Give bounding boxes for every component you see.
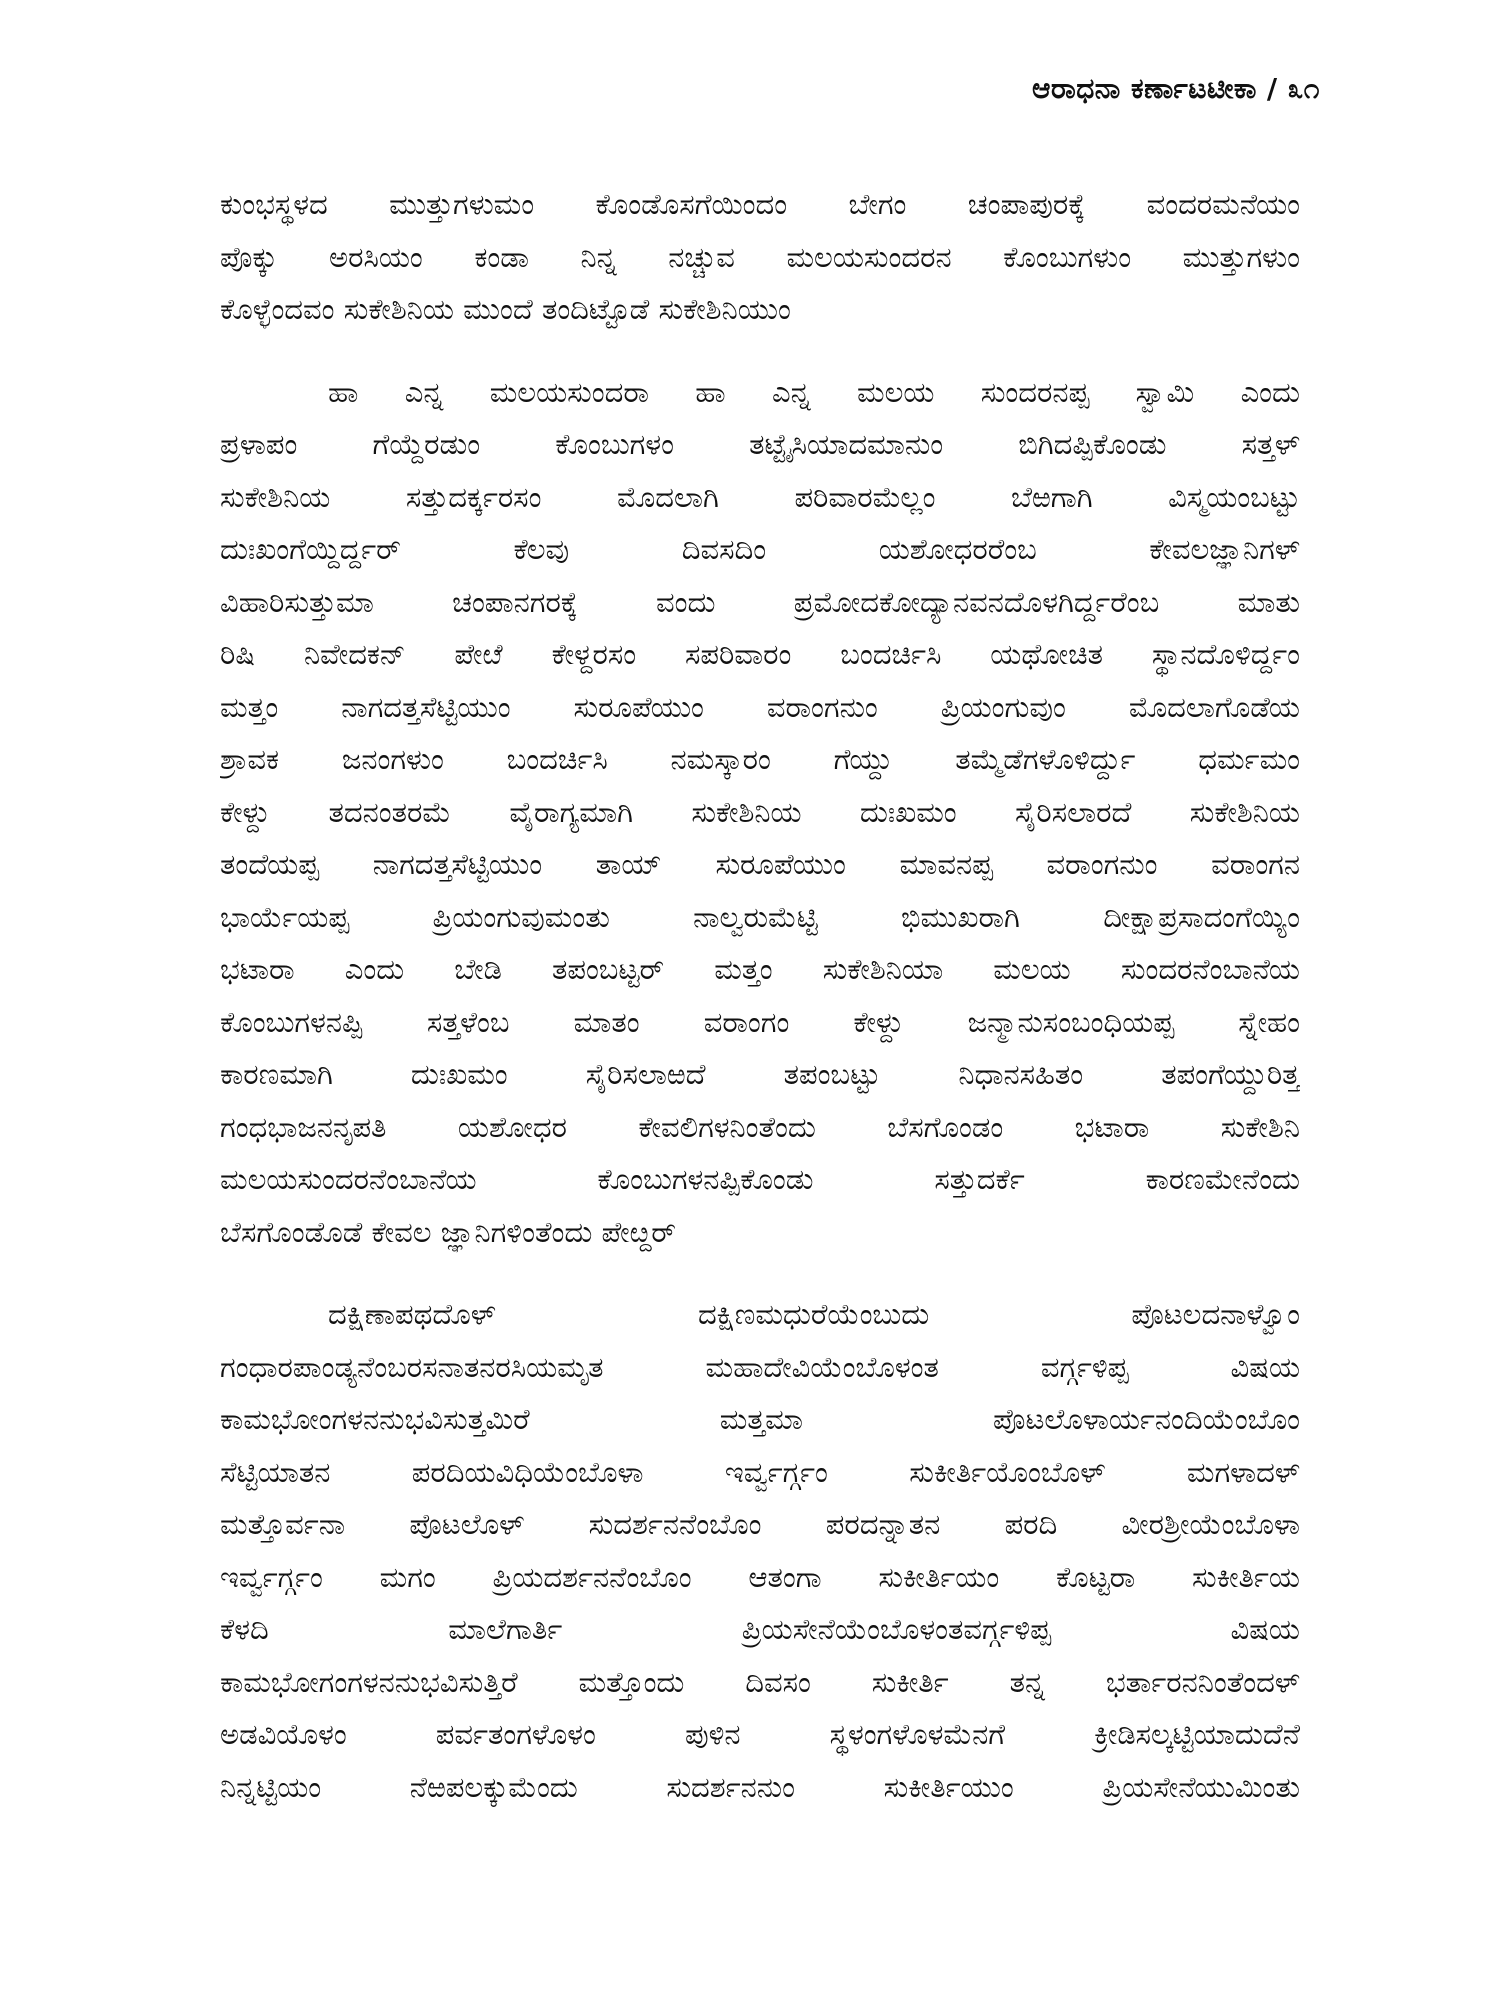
running-header (1032, 72, 1320, 106)
paragraph-3 (220, 1288, 1300, 1813)
text-line: ಹಾ ಎನ್ನ ಮಲಯಸುಂದರಾ ಹಾ ಎನ್ನ ಮಲಯ ಸುಂದರನಪ್ಪ ಸ್ವಾಮಿ ಎಂದು (328, 374, 1300, 409)
text-line: ಕಾಮಭೋಂಗಳನನುಭವಿಸುತ್ತಮಿರೆ ಮತ್ತಮಾ ಪೊಟಲೊಳಾರ್ಯನಂದಿಯೆಂಬೊಂ (220, 1402, 1300, 1436)
text-line: ದಕ್ಷಿಣಾಪಥದೊಳ್ ದಕ್ಷಿಣಮಧುರೆಯೆಂಬುದು ಪೊಟಲದನಾಳ್ವೊಂ (328, 1297, 1300, 1331)
text-line: ಮತ್ತಂ ನಾಗದತ್ತಸೆಟ್ಟಿಯುಂ ಸುರೂಪೆಯುಂ ವರಾಂಗನುಂ ಪ್ರಿಯಂಗುವುಂ ಮೊದಲಾಗೊಡೆಯ (220, 689, 1300, 724)
text-line: ಭಾರ್ಯೆಯಪ್ಪ ಪ್ರಿಯಂಗುವುಮಂತು ನಾಲ್ವರುಮೆಟ್ಟಿ ಭಿಮುಖರಾಗಿ ದೀಕ್ಷಾಪ್ರಸಾದಂಗೆಯ್ಯಿಂ (220, 899, 1300, 934)
page-number: ೩೧ (1287, 72, 1320, 105)
text-line: ಕುಂಭಸ್ಥಳದ ಮುತ್ತುಗಳುಮಂ ಕೊಂಡೊಸಗೆಯಿಂದಂ ಬೇಗಂ ಚಂಪಾಪುರಕ್ಕೆ ವಂದರಮನೆಯಂ (220, 187, 1300, 221)
text-line: ಸೆಟ್ಟಿಯಾತನ ಪರದಿಯವಿಧಿಯೆಂಬೊಳಾ ಇರ್ವ್ವರ್ಗ್ಗಂ ಸುಕೀರ್ತಿಯೊಂಬೊಳ್ ಮಗಳಾದಳ್ (220, 1454, 1300, 1489)
text-line: ಶ್ರಾವಕ ಜನಂಗಳುಂ ಬಂದರ್ಚಿಸಿ ನಮಸ್ಕಾರಂ ಗೆಯ್ದು ತಮ್ಮೆಡೆಗಳೊಳಿರ್ದ್ದು ಧರ್ಮಮಂ (220, 742, 1300, 776)
text-line: ಗಂಧಭಾಜನನೃಪತಿ ಯಶೋಧರ ಕೇವಲಿಗಳನಿಂತೆಂದು ಬೆಸಗೊಂಡಂ ಭಟಾರಾ ಸುಕೇಶಿನಿ (220, 1109, 1300, 1144)
text-line: ಕೊಂಬುಗಳನಪ್ಪಿ ಸತ್ತಳೆಂಬ ಮಾತಂ ವರಾಂಗಂ ಕೇಳ್ದು ಜನ್ಮಾನುಸಂಬಂಧಿಯಪ್ಪ ಸ್ನೇಹಂ (220, 1004, 1300, 1039)
text-line: ಸುಕೇಶಿನಿಯ ಸತ್ತುದರ್ಕ್ಕರಸಂ ಮೊದಲಾಗಿ ಪರಿವಾರಮೆಲ್ಲಂ ಬೆಱಗಾಗಿ ವಿಸ್ಮಯಂಬಟ್ಟು (220, 479, 1300, 514)
body-text (220, 178, 1300, 1813)
text-line: ಕೊಳ್ಳೆಂದವಂ ಸುಕೇಶಿನಿಯ ಮುಂದೆ ತಂದಿಟ್ಟೊಡೆ ಸುಕೇಶಿನಿಯುಂ (220, 292, 791, 326)
text-line: ದುಃಖಂಗೆಯ್ದಿರ್ದ್ದರ್ ಕೆಲವು ದಿವಸದಿಂ ಯಶೋಧರರೆಂಬ ಕೇವಲಜ್ಞಾನಿಗಳ್ (220, 532, 1300, 566)
text-line: ಇರ್ವ್ವರ್ಗ್ಗಂ ಮಗಂ ಪ್ರಿಯದರ್ಶನನೆಂಬೊಂ ಆತಂಗಾ ಸುಕೀರ್ತಿಯಂ ಕೊಟ್ಟರಾ ಸುಕೀರ್ತಿಯ (220, 1559, 1300, 1594)
paragraph-1 (220, 178, 1300, 336)
text-line: ಬೆಸಗೊಂಡೊಡೆ ಕೇವಲ ಜ್ಞಾನಿಗಳಿಂತೆಂದು ಪೇೞ್ದರ್ (220, 1214, 676, 1249)
text-line: ಭಟಾರಾ ಎಂದು ಬೇಡಿ ತಪಂಬಟ್ಟರ್ ಮತ್ತಂ ಸುಕೇಶಿನಿಯಾ ಮಲಯ ಸುಂದರನೆಂಬಾನೆಯ (220, 952, 1300, 986)
text-line: ತಂದೆಯಪ್ಪ ನಾಗದತ್ತಸೆಟ್ಟಿಯುಂ ತಾಯ್ ಸುರೂಪೆಯುಂ ಮಾವನಪ್ಪ ವರಾಂಗನುಂ ವರಾಂಗನ (220, 847, 1300, 881)
text-line: ಕಾರಣಮಾಗಿ ದುಃಖಮಂ ಸೈರಿಸಲಾಱದೆ ತಪಂಬಟ್ಟು ನಿಧಾನಸಹಿತಂ ತಪಂಗೆಯ್ದುರಿತ್ತ (220, 1057, 1300, 1091)
text-line: ರಿಷಿ ನಿವೇದಕನ್ ಪೇೞೆ ಕೇಳ್ದರಸಂ ಸಪರಿವಾರಂ ಬಂದರ್ಚಿಸಿ ಯಥೋಚಿತ ಸ್ಥಾನದೊಳಿರ್ದ್ದಂ (220, 637, 1300, 671)
text-line: ಅಡವಿಯೊಳಂ ಪರ್ವತಂಗಳೊಳಂ ಪುಳಿನ ಸ್ಥಳಂಗಳೊಳಮೆನಗೆ ಕ್ರೀಡಿಸಲ್ಕಟ್ಟಿಯಾದುದೆನೆ (220, 1717, 1300, 1751)
text-line: ಕೇಳ್ದು ತದನಂತರಮೆ ವೈರಾಗ್ಯಮಾಗಿ ಸುಕೇಶಿನಿಯ ದುಃಖಮಂ ಸೈರಿಸಲಾರದೆ ಸುಕೇಶಿನಿಯ (220, 794, 1300, 829)
running-title: ಆರಾಧನಾ ಕರ್ಣಾಟಟೀಕಾ (1032, 72, 1257, 105)
text-line: ಗಂಧಾರಪಾಂಡ್ಯನೆಂಬರಸನಾತನರಸಿಯಮೃತ ಮಹಾದೇವಿಯೆಂಬೊಳಂತ ವರ್ಗ್ಗಳಿಪ್ಪ ವಿಷಯ (220, 1349, 1300, 1384)
text-line: ಮತ್ತೊರ್ವನಾ ಪೊಟಲೊಳ್ ಸುದರ್ಶನನೆಂಬೊಂ ಪರದನ್ನಾತನ ಪರದಿ ವೀರಶ್ರೀಯೆಂಬೊಳಾ (220, 1507, 1300, 1541)
text-line: ವಿಹಾರಿಸುತ್ತುಮಾ ಚಂಪಾನಗರಕ್ಕೆ ವಂದು ಪ್ರಮೋದಕೋದ್ಯಾನವನದೊಳಗಿರ್ದ್ದರೆಂಬ ಮಾತು (220, 584, 1300, 619)
text-line: ನಿನ್ನಟ್ಟಿಯಂ ನೆಱಪಲಕ್ಕುಮೆಂದು ಸುದರ್ಶನನುಂ ಸುಕೀರ್ತಿಯುಂ ಪ್ರಿಯಸೇನೆಯುಮಿಂತು (220, 1769, 1300, 1804)
text-line: ಪೊಕ್ಕು ಅರಸಿಯಂ ಕಂಡಾ ನಿನ್ನ ನಚ್ಚುವ ಮಲಯಸುಂದರನ ಕೊಂಬುಗಳುಂ ಮುತ್ತುಗಳುಂ (220, 239, 1300, 274)
text-line: ಕೆಳದಿ ಮಾಲೆಗಾರ್ತಿ ಪ್ರಿಯಸೇನೆಯೆಂಬೊಳಂತವರ್ಗ್ಗಳಿಪ್ಪ ವಿಷಯ (220, 1612, 1300, 1646)
text-line: ಪ್ರಳಾಪಂ ಗೆಯ್ದೆರಡುಂ ಕೊಂಬುಗಳಂ ತಟ್ಟೈಸಿಯಾದಮಾನುಂ ಬಿಗಿದಪ್ಪಿಕೊಂಡು ಸತ್ತಳ್ (220, 427, 1300, 461)
text-line: ಮಲಯಸುಂದರನೆಂಬಾನೆಯ ಕೊಂಬುಗಳನಪ್ಪಿಕೊಂಡು ಸತ್ತುದರ್ಕೆ ಕಾರಣಮೇನೆಂದು (220, 1162, 1300, 1196)
text-line: ಕಾಮಭೋಗಂಗಳನನುಭವಿಸುತ್ತಿರೆ ಮತ್ತೊಂದು ದಿವಸಂ ಸುಕೀರ್ತಿ ತನ್ನ ಭರ್ತಾರನನಿಂತೆಂದಳ್ (220, 1664, 1300, 1699)
paragraph-2 (220, 366, 1300, 1259)
header-separator: / (1266, 72, 1278, 105)
